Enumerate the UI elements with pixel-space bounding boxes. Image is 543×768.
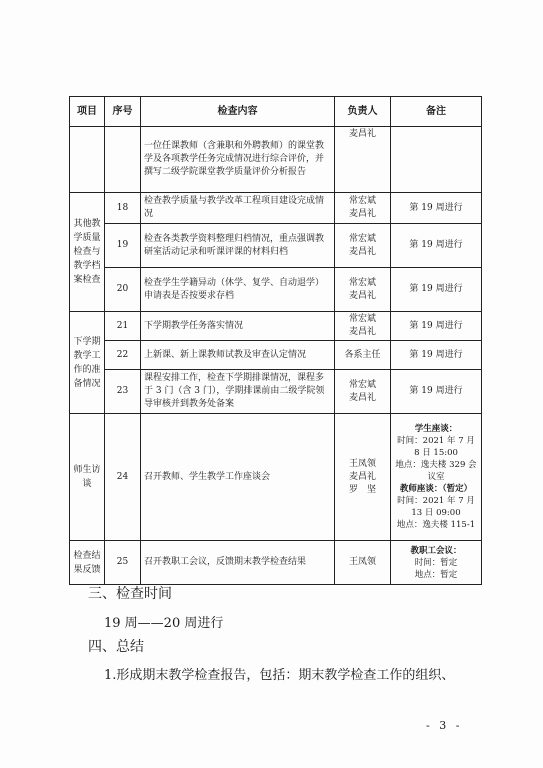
owner-name: 麦昌礼 [348,290,376,301]
note-cell: 第 19 周进行 [391,370,482,414]
note-heading: 教师座谈：（暂定） [399,484,473,494]
number-cell: 20 [105,268,141,312]
note-line: 时间：2021 年 7 月 8 日 15:00 [397,436,475,458]
table-row [70,541,482,585]
owner-name: 麦昌礼 [348,392,376,403]
note-line: 地点：逸夫楼 329 会议室 [395,460,477,482]
header-number: 序号 [105,97,141,127]
category-cell [70,127,105,193]
header-item: 项目 [70,97,105,127]
number-cell: 18 [105,193,141,224]
category-cell: 其他教学质量检查与教学档案检查 [70,193,105,312]
header-note: 备注 [391,97,482,127]
note-cell: 第 19 周进行 [391,193,482,224]
note-heading: 教职工会议： [410,545,462,556]
owner-cell [335,268,391,312]
owner-name: 麦昌礼 [348,246,376,257]
table-row [70,268,482,312]
section-body-summary: 1.形成期末教学检查报告，包括：期末教学检查工作的组织、 [104,668,455,683]
header-owner: 负责人 [335,97,391,127]
owner-name: 麦昌礼 [348,209,376,219]
note-heading: 学生座谈： [414,424,458,434]
category-cell: 检查结果反馈 [70,541,105,585]
number-cell: 23 [105,370,141,414]
owner-name: 常宏斌 [348,277,376,288]
content-cell: 课程安排工作，检查下学期排课情况，课程多于 3 门（含 3 门），学期排课前由二级学院领导审核并到教务处备案 [141,370,335,414]
owner-cell [335,541,391,585]
section-title-summary: 四、总结 [88,639,144,655]
inspection-table [69,96,482,585]
note-cell: 第 19 周进行 [391,312,482,341]
table-row [70,127,482,193]
owner-name: 常宏斌 [348,233,376,244]
page-number: - 3 - [426,719,463,732]
note-line: 地点：逸夫楼 115-1 [396,520,476,530]
content-cell: 上新课、新上课教师试教及审查认定情况 [141,341,335,370]
table-row [70,341,482,370]
owner-name: 常宏斌 [348,314,376,324]
owner-name: 罗 坚 [348,484,376,495]
note-line: 地点：暂定 [414,569,458,580]
number-cell: 25 [105,541,141,585]
owner-cell [335,127,391,193]
owner-name: 麦昌礼 [348,327,376,337]
header-content: 检查内容 [141,97,335,127]
content-cell: 检查学生学籍异动（休学、复学、自动退学）申请表是否按要求存档 [141,268,335,312]
table-row [70,193,482,224]
note-cell [391,127,482,193]
table-row [70,224,482,268]
owner-cell [335,224,391,268]
content-cell: 检查各类教学资料整理归档情况，重点强调教研室活动记录和听课评课的材料归档 [141,224,335,268]
number-cell: 22 [105,341,141,370]
note-cell: 第 19 周进行 [391,268,482,312]
note-cell [391,414,482,541]
owner-name: 常宏斌 [348,379,376,390]
owner-cell [335,312,391,341]
note-cell: 第 19 周进行 [391,341,482,370]
category-cell: 下学期教学工作的准备情况 [70,312,105,414]
content-cell: 召开教师、学生教学工作座谈会 [141,414,335,541]
owner-name: 各系主任 [344,349,381,360]
content-cell: 一位任课教师（含兼职和外聘教师）的课堂教学及各项教学任务完成情况进行综合评价，并撰写二级学院课堂教学质量评价分析报告 [141,127,335,193]
note-line: 时间：2021 年 7 月 13 日 09:00 [397,496,475,518]
owner-name: 麦昌礼 [348,129,376,139]
table-row [70,414,482,541]
table-header-row [70,97,482,127]
note-line: 时间：暂定 [414,557,458,568]
owner-cell [335,193,391,224]
section-body-check-time: 19 周——20 周进行 [104,616,224,631]
content-cell: 召开教职工会议，反馈期末教学检查结果 [141,541,335,585]
number-cell: 19 [105,224,141,268]
owner-cell [335,370,391,414]
owner-cell [335,414,391,541]
owner-name: 麦昌礼 [348,471,376,482]
owner-name: 王凤领 [348,458,376,469]
number-cell: 21 [105,312,141,341]
number-cell: 24 [105,414,141,541]
section-title-check-time: 三、检查时间 [88,586,172,602]
table-row [70,312,482,341]
number-cell [105,127,141,193]
owner-name: 常宏斌 [348,196,376,206]
note-cell: 第 19 周进行 [391,224,482,268]
category-cell: 师生访谈 [70,414,105,541]
note-cell [391,541,482,585]
content-cell: 下学期教学任务落实情况 [141,312,335,341]
owner-name: 王凤领 [348,557,376,567]
table-row [70,370,482,414]
owner-cell [335,341,391,370]
content-cell: 检查教学质量与教学改革工程项目建设完成情况 [141,193,335,224]
